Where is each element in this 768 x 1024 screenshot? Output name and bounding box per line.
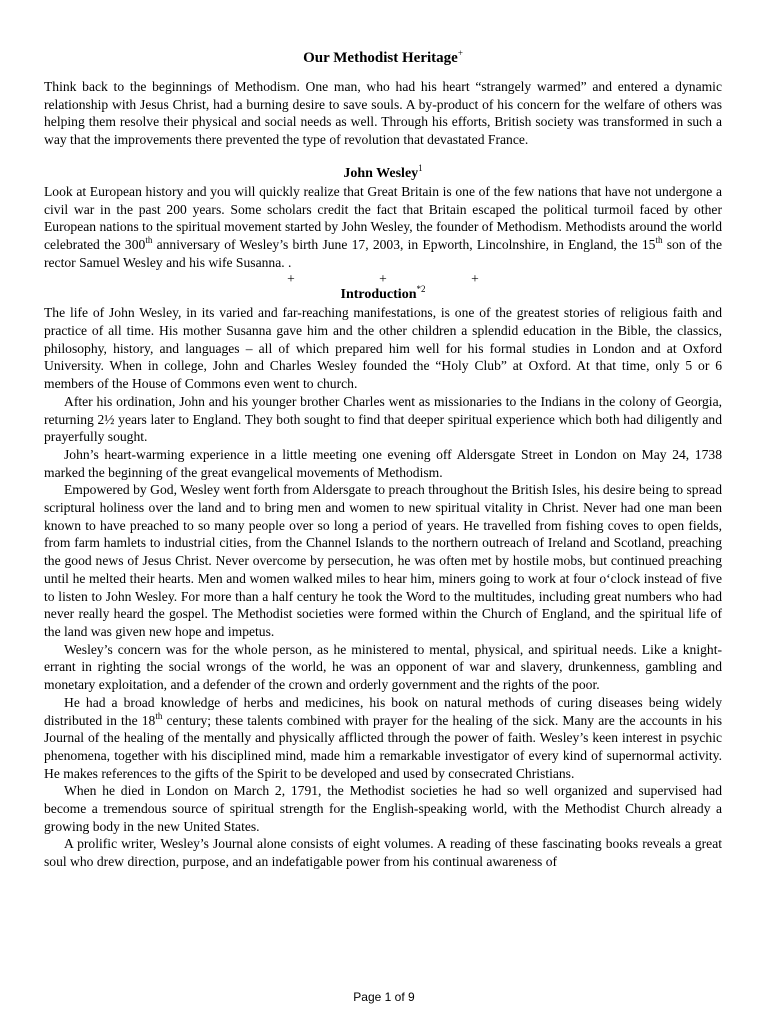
title-text: Our Methodist Heritage bbox=[303, 50, 458, 66]
paragraph-text: century; these talents combined with prayer for the healing of the sick. Many are the accounts in his Journal of the healing of the mentally and physically afflicted through the power of faith. Wesley’s keen interest in psychic phenomena, together with his disciplined mind, made him a remarkable investigator of every kind of supernormal activity. He makes references to the gifts of the Spirit to be developed and used by consecrated Christians. bbox=[44, 712, 722, 781]
separator-mark: + bbox=[287, 271, 295, 287]
footnote-mark: 1 bbox=[418, 162, 423, 173]
herbs-paragraph bbox=[44, 694, 722, 783]
section-separator bbox=[44, 271, 722, 286]
page-number: Page 1 of 9 bbox=[353, 990, 415, 1004]
section-heading-john-wesley bbox=[44, 162, 722, 183]
introduction-paragraph: John’s heart-warming experience in a little meeting one evening off Aldersgate Street in London on May 24, 1738 marked the beginning of the great evangelical movements of Methodism. bbox=[44, 446, 722, 480]
introduction-paragraph: Empowered by God, Wesley went forth from Aldersgate to preach throughout the British Isles, his desire being to spread scriptural holiness over the land and to bring men and women to new spiritual vitality in Christ. Never had one man been known to have preached to so many people over so long a period of years. He travelled from fishing coves to open fields, from farm hamlets to industrial cities, from the Channel Islands to the northern outreach of Ireland and Scotland, preaching the good news of Jesus Christ. Never overcome by persecution, he was often met by hostile mobs, but continued preaching until he melted their hearts. Men and women walked miles to hear him, miners going to work at four o‘clock instead of five to listen to John Wesley. For more than a half century he took the Word to the multitudes, including great numbers who had never really heard the gospel. The Methodist societies were formed within the Church of England, and the spiritual life of the land was given new hope and impetus. bbox=[44, 482, 722, 639]
footnote-mark: *2 bbox=[416, 284, 426, 295]
intro-paragraph: Think back to the beginnings of Methodism. One man, who had his heart “strangely warmed” and entered a dynamic relationship with Jesus Christ, had a burning desire to save souls. A by-product of his concern for the welfare of others was helping them resolve their physical and social needs as well. Through his efforts, British society was transformed in such a way that the improvements there prevented the type of revolution that devastated France. bbox=[44, 79, 722, 148]
ordinal-suffix: th bbox=[655, 234, 663, 245]
death-paragraph: When he died in London on March 2, 1791, the Methodist societies he had so well organized and supervised had become a tremendous source of spiritual strength for the English-speaking world, with the Methodist Church already a growing body in the new United States. bbox=[44, 783, 722, 834]
paragraph-text: He had a broad knowledge of herbs and medicines, his book on natural methods of curing diseases being widely distributed in the 18 bbox=[44, 694, 722, 728]
wesley-paragraph bbox=[44, 183, 722, 272]
introduction-paragraph: Wesley’s concern was for the whole person, as he ministered to mental, physical, and spiritual needs. Like a knight-errant in righting the social wrongs of the world, he was an opponent of war and slavery, drunkenness, gambling and monetary exploitation, and a defender of the crown and orderly government and the rights of the poor. bbox=[44, 641, 722, 693]
section-heading-introduction bbox=[44, 286, 722, 304]
paragraph-text: anniversary of Wesley’s birth June 17, 2003, in Epworth, Lincolnshire, in England, the 15 bbox=[152, 236, 656, 252]
separator-mark: + bbox=[379, 271, 387, 287]
paragraph-text: Look at European history and you will quickly realize that Great Britain is one of the few nations that have not undergone a civil war in the past 200 years. Some scholars credit the fact that Britain escaped the political turmoil faced by other European nations to the spiritual movement started by John Wesley, the founder of Methodism. Methodists around the world celebrated the 300 bbox=[44, 183, 722, 252]
page-title bbox=[44, 0, 722, 68]
ordinal-suffix: th bbox=[155, 710, 163, 721]
paragraph-text: son of the rector Samuel Wesley and his wife Susanna. . bbox=[44, 236, 723, 270]
introduction-paragraph: The life of John Wesley, in its varied and far-reaching manifestations, is one of the greatest stories of religious faith and practice of all time. His mother Susanna gave him and the other children a splendid education in the Bible, the classics, philosophy, history, and languages – all of which prepared him well for his formal studies in London and at Oxford University. When in college, John and Charles Wesley founded the “Holy Club” at Oxford. At that time, only 5 or 6 members of the House of Commons even went to church. bbox=[44, 305, 722, 392]
introduction-paragraph: After his ordination, John and his younger brother Charles went as missionaries to the Indians in the colony of Georgia, returning 2½ years later to England. They both sought to find that deeper spiritual experience which both had diligently and prayerfully sought. bbox=[44, 393, 722, 445]
heading-text: Introduction bbox=[340, 287, 417, 303]
ordinal-suffix: th bbox=[145, 234, 153, 245]
separator-mark: + bbox=[471, 271, 479, 287]
title-mark: + bbox=[457, 48, 463, 58]
writer-paragraph: A prolific writer, Wesley’s Journal alone consists of eight volumes. A reading of these fascinating books reveals a great soul who drew direction, purpose, and an indefatigable power from his continual awareness of bbox=[44, 836, 722, 870]
heading-text: John Wesley bbox=[343, 165, 419, 181]
